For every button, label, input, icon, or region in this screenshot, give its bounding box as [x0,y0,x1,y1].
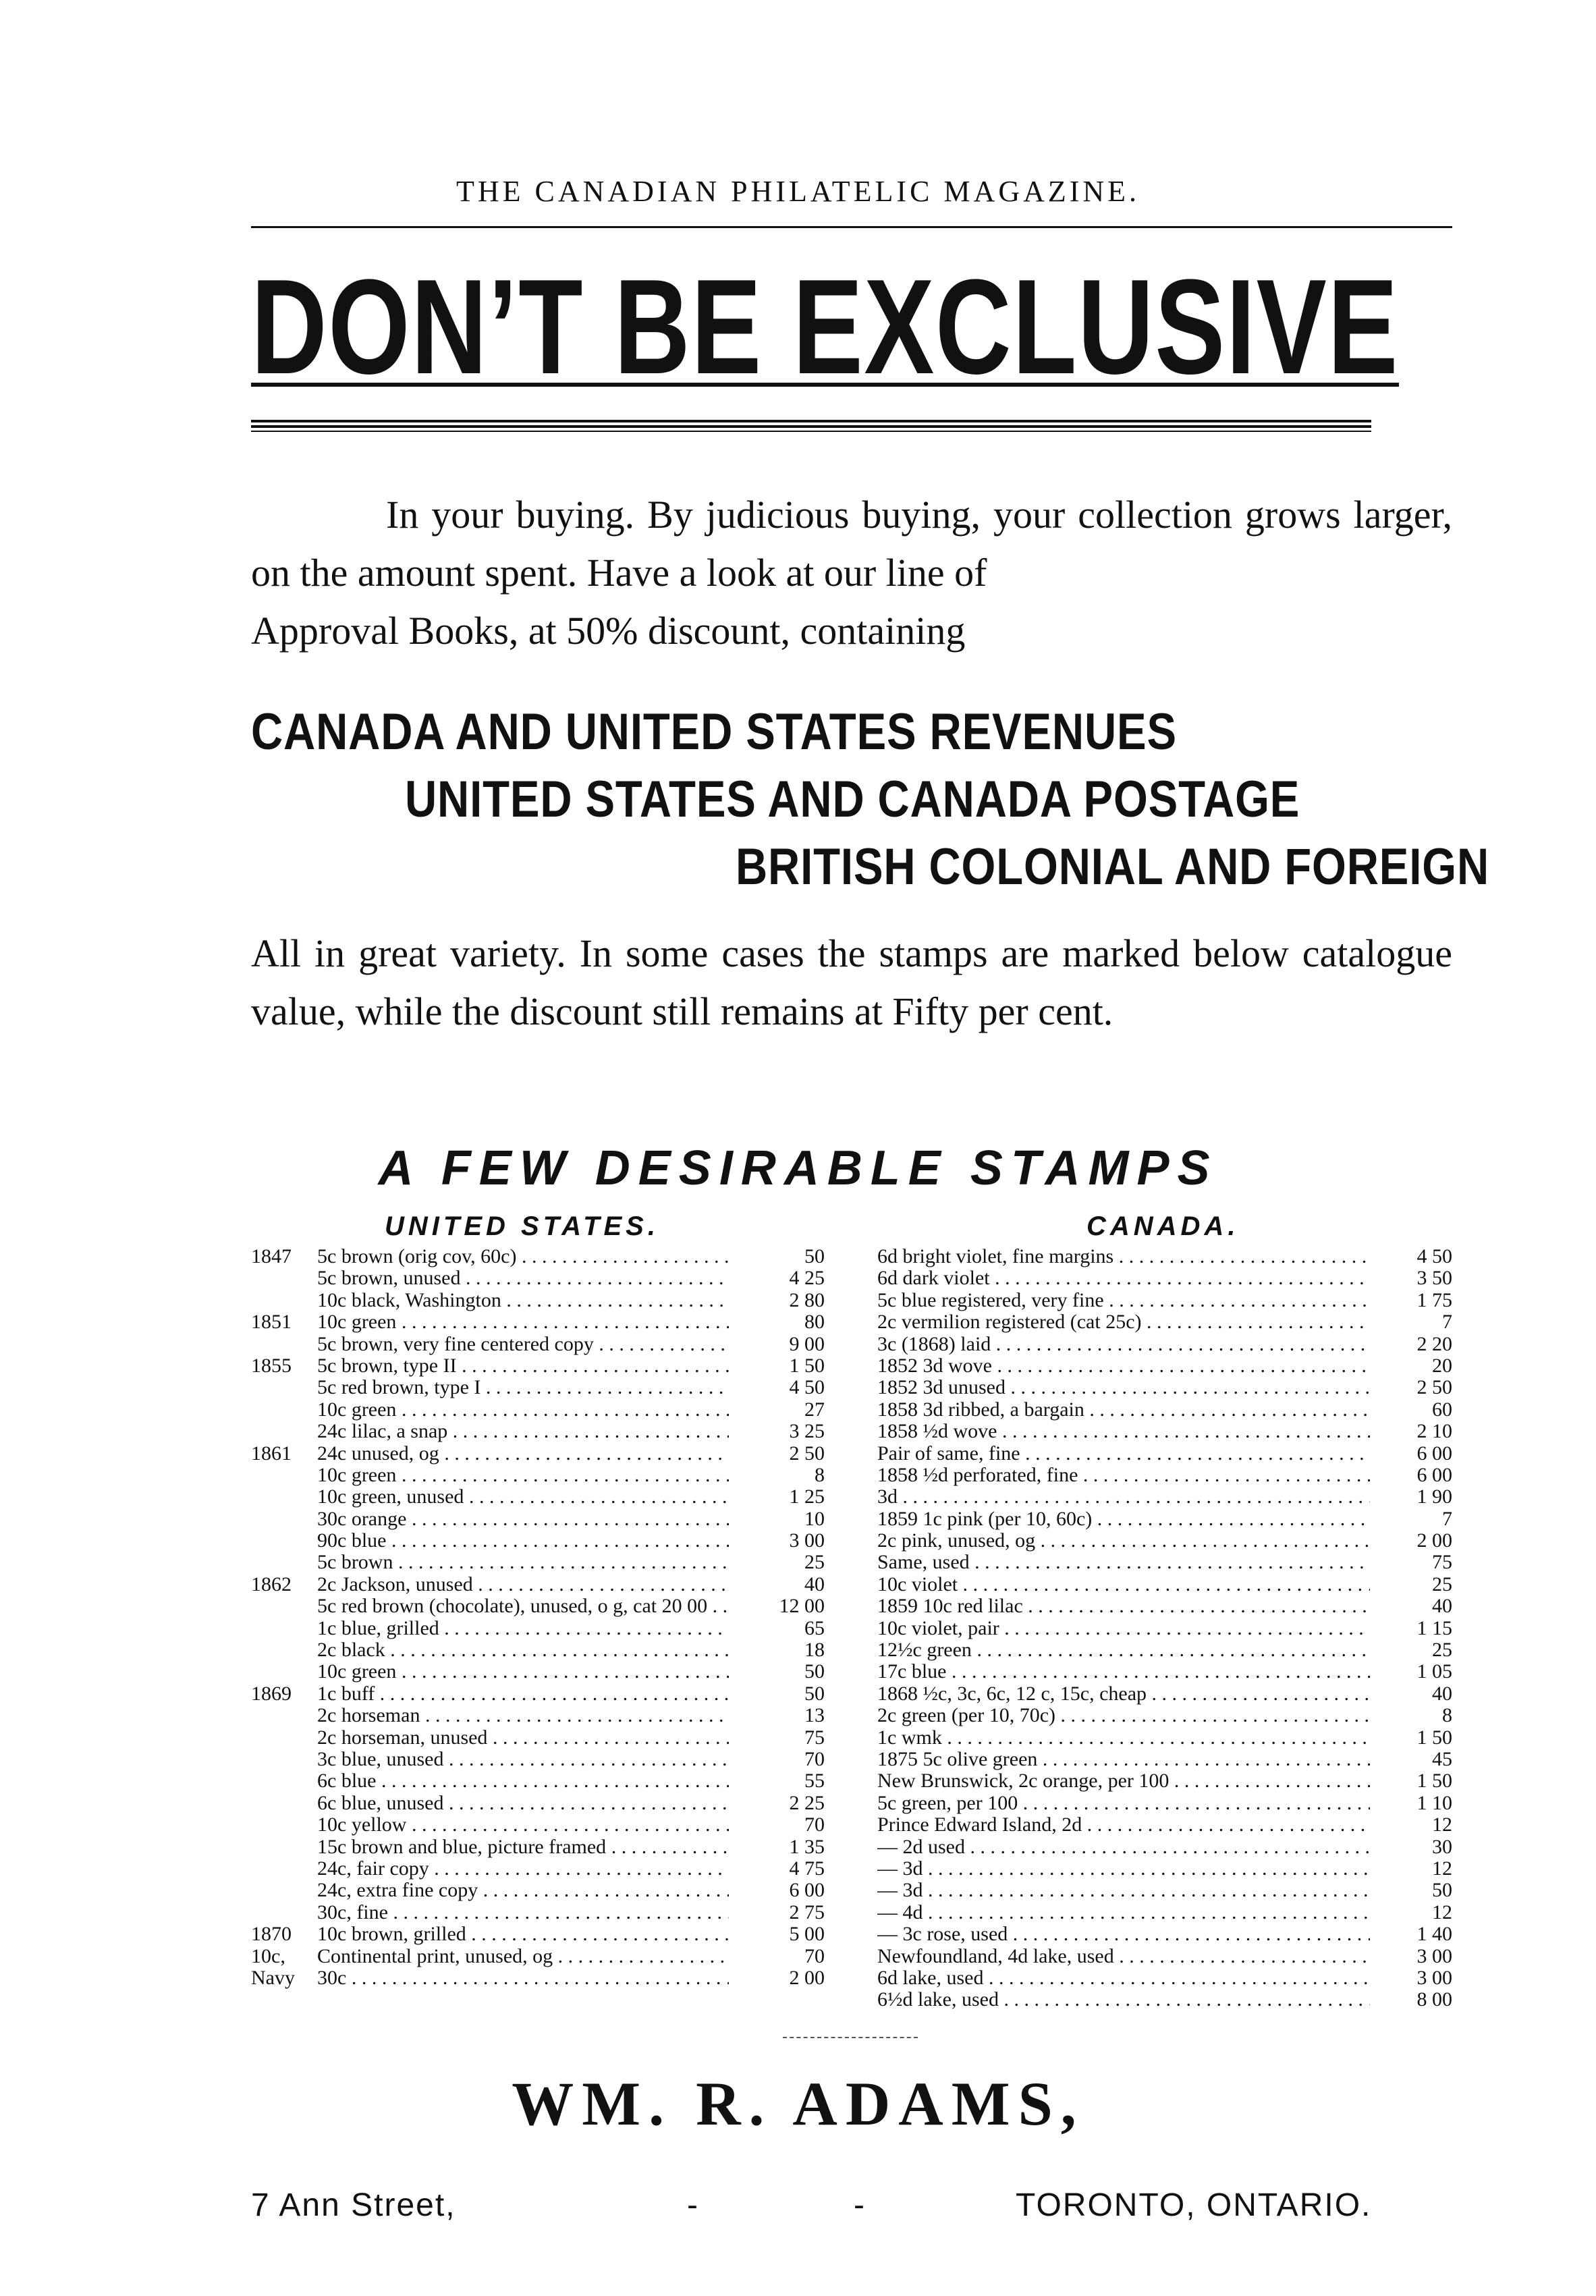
stamp-price: 2 10 [1416,1420,1452,1443]
stamp-price: 3 50 [1416,1267,1452,1290]
issue-year: 1869 [251,1682,292,1705]
price-row [877,1443,1452,1465]
price-row [877,1508,1452,1530]
price-row [251,1486,825,1508]
stamp-price: 65 [804,1616,825,1639]
price-row [877,1814,1452,1836]
stamp-price: 1 10 [1416,1791,1452,1814]
price-row [877,1377,1452,1398]
stamp-description: 5c green, per 100 . . . [877,1793,1370,1814]
price-row [877,1399,1452,1421]
stamp-price: 2 75 [789,1901,825,1923]
stamp-description: Same, used . . . [877,1552,1370,1573]
price-row [251,1880,825,1901]
stamp-price: 1 25 [789,1485,825,1508]
stamp-description: 12½c green . . . [877,1639,1370,1661]
price-row [877,1967,1452,1989]
stamp-description: 10c black, Washington . . . [317,1290,729,1311]
price-row [251,1683,825,1705]
issue-year: 1862 [251,1573,292,1595]
stamp-description: — 4d . . . [877,1902,1370,1923]
price-row [251,1465,825,1486]
price-row [877,1486,1452,1508]
stamp-price: 25 [804,1551,825,1574]
price-row [251,1377,825,1398]
price-row [877,1267,1452,1289]
stamp-description: 2c vermilion registered (cat 25c) . . . [877,1311,1370,1333]
stamp-description: 17c blue . . . [877,1661,1370,1683]
canada-heading: CANADA. [1086,1211,1240,1241]
stamp-price: 60 [1432,1398,1452,1421]
stamp-description: 2c pink, unused, og . . . [877,1530,1370,1552]
stamp-description: Newfoundland, 4d lake, used . . . [877,1946,1370,1967]
stamp-price: 4 75 [789,1857,825,1880]
price-row [877,1946,1452,1967]
stamp-description: 24c, extra fine copy . . . [317,1880,729,1901]
stamp-description: 1852 3d wove . . . [877,1355,1370,1377]
stamp-price: 1 50 [789,1354,825,1377]
stamp-description: 10c brown, grilled . . . [317,1923,729,1945]
stamp-price: 70 [804,1747,825,1770]
stamp-price: 9 00 [789,1332,825,1355]
stamp-price: 55 [804,1770,825,1793]
stamp-description: 3c blue, unused . . . [317,1749,729,1770]
stamp-price: 12 00 [779,1595,825,1618]
issue-year: Navy [251,1966,295,1989]
stamp-price: 27 [804,1398,825,1421]
stamp-description: 6d lake, used . . . [877,1967,1370,1989]
stamp-price: 25 [1432,1639,1452,1662]
stamp-description: 2c Jackson, unused . . . [317,1574,729,1595]
canada-price-list [877,1246,1452,2011]
price-row [251,1727,825,1749]
stamp-price: 12 [1432,1813,1452,1836]
stamp-description: 24c unused, og . . . [317,1443,729,1465]
stamp-price: 40 [1432,1595,1452,1618]
stamp-description: 2c horseman, unused . . . [317,1727,729,1749]
stamp-price: 8 [1442,1704,1452,1727]
stamp-price: 13 [804,1704,825,1727]
price-row [251,1858,825,1880]
stamp-price: 1 75 [1416,1288,1452,1311]
price-row [251,1814,825,1836]
stamp-description: 10c green . . . [317,1465,729,1486]
price-row [251,1836,825,1858]
price-row [251,1705,825,1726]
price-row [251,1399,825,1421]
stamp-price: 7 [1442,1507,1452,1530]
price-row [877,1683,1452,1705]
stamp-price: 2 00 [1416,1529,1452,1552]
price-row [251,1421,825,1442]
price-row [877,1639,1452,1661]
stamp-description: 5c brown, very fine centered copy . . . [317,1334,729,1355]
price-row [877,1902,1452,1923]
stamp-price: 10 [804,1507,825,1530]
stamp-description: 5c red brown, type I . . . [317,1377,729,1398]
price-row [251,1639,825,1661]
stamp-description: — 3d . . . [877,1858,1370,1880]
stamp-description: 10c green, unused . . . [317,1486,729,1508]
address-dash: - [687,2187,699,2223]
intro-paragraph: In your buying. By judicious buying, your collection grows larger, on the amount spent. Have a look at our line of [251,493,1452,595]
stamp-description: 10c violet . . . [877,1574,1370,1595]
price-row [251,1267,825,1289]
price-row [251,1355,825,1377]
stamp-description: 1858 3d ribbed, a bargain . . . [877,1399,1370,1421]
stamp-price: 2 80 [789,1288,825,1311]
headline: DON’T BE EXCLUSIVE [251,252,1399,402]
price-row [251,1443,825,1465]
stamp-price: 1 90 [1416,1485,1452,1508]
issue-year: 1870 [251,1923,292,1946]
stamp-price: 3 25 [789,1420,825,1443]
variety-paragraph: All in great variety. In some cases the stamps are marked below catalogue value, while the discount still remains at Fifty per cent. [251,931,1452,1033]
headline-double-rule [251,420,1371,432]
stamp-description: 5c brown (orig cov, 60c) . . . [317,1246,729,1267]
stamp-description: 1c buff . . . [317,1683,729,1705]
stamp-price: 2 25 [789,1791,825,1814]
stamp-price: 50 [1432,1879,1452,1902]
stamp-description: 30c . . . [317,1967,729,1989]
stamp-description: 6½d lake, used . . . [877,1989,1370,2011]
stamp-price: 40 [1432,1682,1452,1705]
stamp-price: 80 [804,1311,825,1334]
stamp-price: 1 50 [1416,1726,1452,1749]
stamp-description: 2c horseman . . . [317,1705,729,1726]
stamp-price: 3 00 [789,1529,825,1552]
stamp-description: 5c red brown (chocolate), unused, o g, cat 20 00 . . . [317,1595,729,1617]
stamp-description: 2c green (per 10, 70c) . . . [877,1705,1370,1726]
stamp-description: 1875 5c olive green . . . [877,1749,1370,1770]
separator-rule [783,2037,918,2038]
stamp-price: 1 05 [1416,1660,1452,1683]
stamp-price: 70 [804,1944,825,1967]
stamp-description: 2c black . . . [317,1639,729,1661]
price-row [877,1530,1452,1552]
stamp-description: 10c yellow . . . [317,1814,729,1836]
stamp-description: 30c orange . . . [317,1508,729,1530]
stamp-description: New Brunswick, 2c orange, per 100 . . . [877,1770,1370,1792]
stamp-description: 15c brown and blue, picture framed . . . [317,1836,729,1858]
stamp-description: 5c brown . . . [317,1552,729,1573]
price-row [251,1902,825,1923]
united-states-heading: UNITED STATES. [385,1211,659,1241]
price-row [877,1858,1452,1880]
stamp-price: 20 [1432,1354,1452,1377]
stamp-description: 10c green . . . [317,1311,729,1333]
price-row [251,1574,825,1595]
issue-year: 10c, [251,1944,285,1967]
stamp-description: Pair of same, fine . . . [877,1443,1370,1465]
stamp-price: 8 [815,1463,825,1486]
price-row [877,1770,1452,1792]
price-row [251,1290,825,1311]
stamp-price: 12 [1432,1901,1452,1923]
stamp-price: 4 25 [789,1267,825,1290]
stamp-description: 1858 ½d wove . . . [877,1421,1370,1442]
price-row [251,1508,825,1530]
price-row [877,1290,1452,1311]
price-row [251,1595,825,1617]
stamp-price: 1 40 [1416,1923,1452,1946]
price-row [877,1793,1452,1814]
stamp-price: 3 00 [1416,1966,1452,1989]
price-row [251,1246,825,1267]
price-row [877,1705,1452,1726]
stamp-description: 10c green . . . [317,1399,729,1421]
price-row [877,1989,1452,2011]
stamp-description: 10c violet, pair . . . [877,1618,1370,1639]
stamp-price: 50 [804,1682,825,1705]
stamp-description: 1c blue, grilled . . . [317,1618,729,1639]
stamp-price: 50 [804,1245,825,1267]
price-row [251,1311,825,1333]
stamp-description: 10c green . . . [317,1661,729,1683]
issue-year: 1861 [251,1442,292,1465]
stamp-description: — 3d . . . [877,1880,1370,1901]
stamp-price: 75 [1432,1551,1452,1574]
stamp-price: 45 [1432,1747,1452,1770]
price-row [251,1923,825,1945]
price-row [877,1246,1452,1267]
stamp-price: 1 15 [1416,1616,1452,1639]
stamp-description: 6d dark violet . . . [877,1267,1370,1289]
intro-paragraph-end: Approval Books, at 50% discount, containing [251,609,966,653]
stamp-description: 6d bright violet, fine margins . . . [877,1246,1370,1267]
running-head: THE CANADIAN PHILATELIC MAGAZINE. [456,175,1140,208]
price-row [251,1661,825,1683]
stamp-description: 1868 ½c, 3c, 6c, 12 c, 15c, cheap . . . [877,1683,1370,1705]
stamp-price: 4 50 [789,1376,825,1399]
stamp-description: Continental print, unused, og . . . [317,1946,729,1967]
price-row [251,1530,825,1552]
stamp-description: 6c blue, unused . . . [317,1793,729,1814]
united-states-price-list [251,1246,825,1989]
section-title: A FEW DESIRABLE STAMPS [378,1141,1218,1195]
price-row [251,1793,825,1814]
price-row [877,1311,1452,1333]
stamp-price: 75 [804,1726,825,1749]
stamp-description: 5c brown, type II . . . [317,1355,729,1377]
stamp-price: 7 [1442,1311,1452,1334]
stamp-description: 6c blue . . . [317,1770,729,1792]
stamp-description: 30c, fine . . . [317,1902,729,1923]
stamp-description: 5c blue registered, very fine . . . [877,1290,1370,1311]
stamp-price: 2 50 [789,1442,825,1465]
stamp-description: 1859 1c pink (per 10, 60c) . . . [877,1508,1370,1530]
issue-year: 1855 [251,1354,292,1377]
city-address: TORONTO, ONTARIO. [1016,2187,1372,2223]
price-row [251,1618,825,1639]
stamp-description: 1c wmk . . . [877,1727,1370,1749]
issue-year: 1851 [251,1311,292,1334]
price-row [877,1465,1452,1486]
stamp-price: 1 35 [789,1835,825,1858]
stamp-price: 2 50 [1416,1376,1452,1399]
price-row [877,1355,1452,1377]
stamp-price: 30 [1432,1835,1452,1858]
stamp-price: 6 00 [1416,1463,1452,1486]
stamp-price: 25 [1432,1573,1452,1595]
price-row [251,1946,825,1967]
stamp-description: 1852 3d unused . . . [877,1377,1370,1398]
stamp-description: — 3c rose, used . . . [877,1923,1370,1945]
stamp-description: 1858 ½d perforated, fine . . . [877,1465,1370,1486]
price-row [877,1595,1452,1617]
price-row [877,1574,1452,1595]
stamp-price: 6 00 [1416,1442,1452,1465]
firm-name: WM. R. ADAMS, [512,2069,1084,2138]
stamp-price: 50 [804,1660,825,1683]
category-line: CANADA AND UNITED STATES REVENUES [251,703,1177,761]
address-dash: - [854,2187,866,2223]
price-row [877,1749,1452,1770]
stamp-price: 4 50 [1416,1245,1452,1267]
price-row [877,1618,1452,1639]
stamp-description: — 2d used . . . [877,1836,1370,1858]
price-row [877,1727,1452,1749]
price-row [251,1334,825,1355]
stamp-description: 24c lilac, a snap . . . [317,1421,729,1442]
stamp-price: 1 50 [1416,1770,1452,1793]
stamp-description: 5c brown, unused . . . [317,1267,729,1289]
stamp-description: Prince Edward Island, 2d . . . [877,1814,1370,1836]
category-line: BRITISH COLONIAL AND FOREIGN [736,838,1490,896]
stamp-description: 3c (1868) laid . . . [877,1334,1370,1355]
stamp-price: 5 00 [789,1923,825,1946]
price-row [251,1552,825,1573]
stamp-price: 40 [804,1573,825,1595]
stamp-price: 6 00 [789,1879,825,1902]
price-row [877,1552,1452,1573]
category-line: UNITED STATES AND CANADA POSTAGE [405,771,1300,828]
stamp-description: 1859 10c red lilac . . . [877,1595,1370,1617]
stamp-price: 18 [804,1639,825,1662]
price-row [251,1770,825,1792]
issue-year: 1847 [251,1245,292,1267]
price-row [877,1836,1452,1858]
stamp-price: 12 [1432,1857,1452,1880]
stamp-description: 3d . . . [877,1486,1370,1508]
header-rule [251,226,1452,228]
price-row [251,1967,825,1989]
price-row [877,1421,1452,1442]
street-address: 7 Ann Street, [251,2187,456,2223]
price-row [877,1923,1452,1945]
price-row [877,1334,1452,1355]
stamp-description: 90c blue . . . [317,1530,729,1552]
stamp-price: 2 00 [789,1966,825,1989]
stamp-price: 3 00 [1416,1944,1452,1967]
stamp-price: 8 00 [1416,1988,1452,2011]
price-row [877,1880,1452,1901]
stamp-description: 24c, fair copy . . . [317,1858,729,1880]
price-row [251,1749,825,1770]
stamp-price: 70 [804,1813,825,1836]
price-row [877,1661,1452,1683]
stamp-price: 2 20 [1416,1332,1452,1355]
